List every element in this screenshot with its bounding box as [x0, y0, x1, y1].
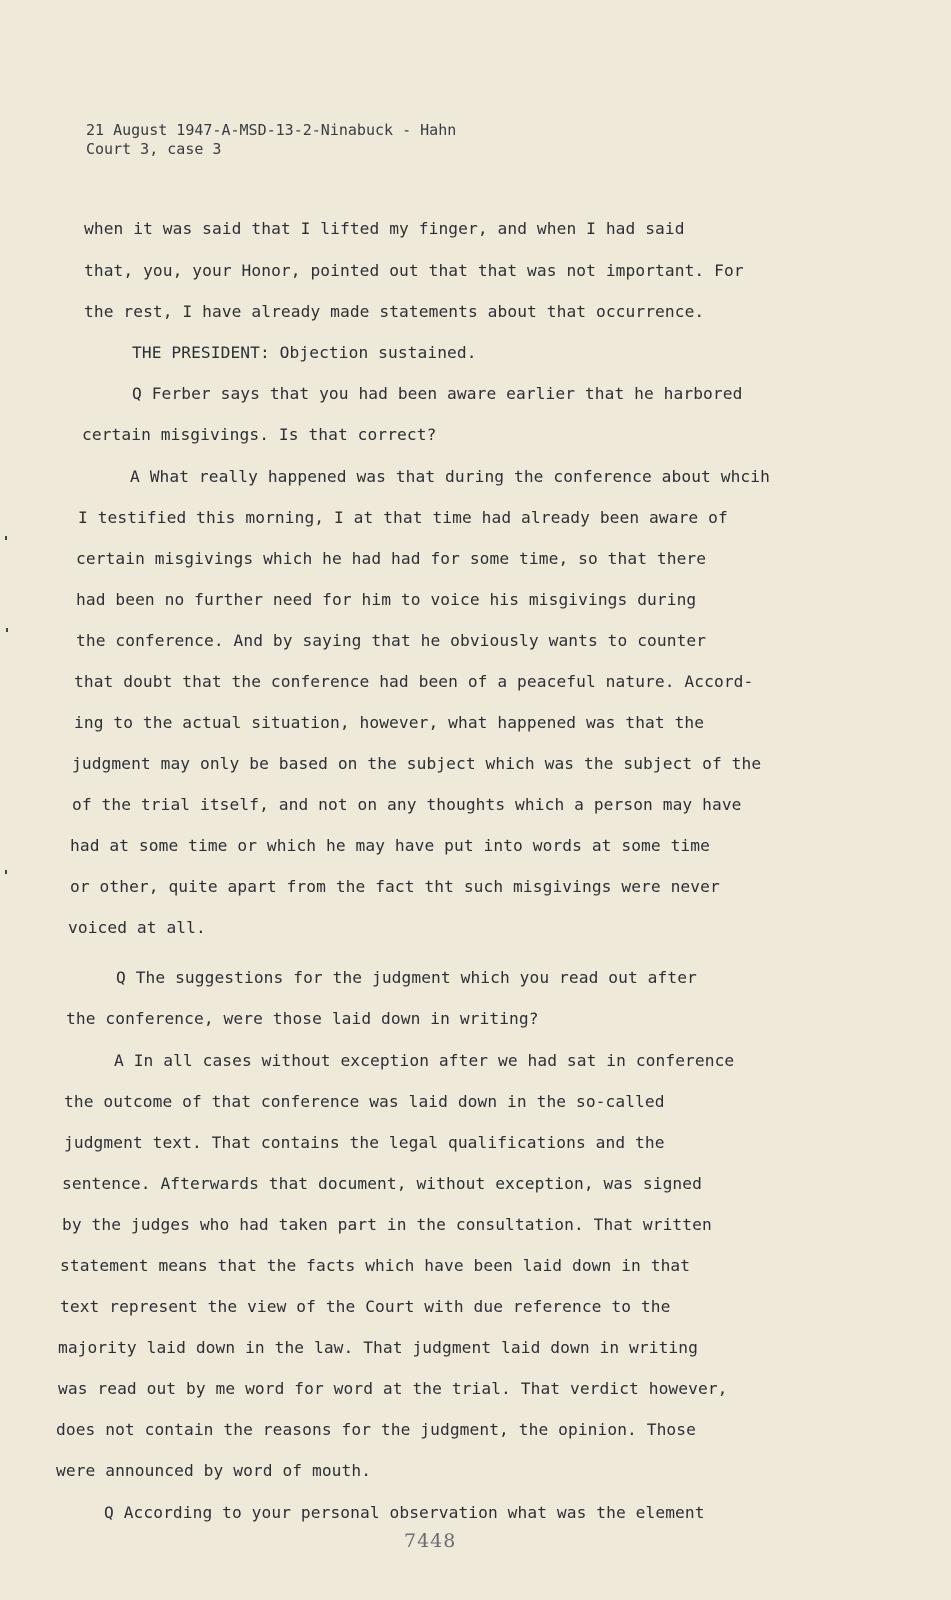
text-line: certain misgivings. Is that correct?: [82, 425, 437, 444]
text-line: the conference. And by saying that he obviously wants to counter: [76, 631, 707, 650]
text-line: judgment text. That contains the legal qualifications and the: [64, 1133, 665, 1152]
text-line: A In all cases without exception after we had sat in conference: [114, 1051, 735, 1070]
document-header: [86, 121, 456, 159]
text-line: text represent the view of the Court with due reference to the: [60, 1297, 671, 1316]
text-line: Q According to your personal observation what was the element: [104, 1503, 705, 1522]
text-line: I testified this morning, I at that time had already been aware of: [78, 508, 728, 527]
text-line: were announced by word of mouth.: [56, 1461, 372, 1480]
text-line: certain misgivings which he had had for some time, so that there: [76, 549, 707, 568]
text-line: by the judges who had taken part in the consultation. That written: [62, 1215, 712, 1234]
text-line: when it was said that I lifted my finger, and when I had said: [84, 219, 685, 238]
header-court-line: Court 3, case 3: [86, 140, 222, 158]
text-line: the conference, were those laid down in writing?: [66, 1009, 539, 1028]
text-line: that, you, your Honor, pointed out that that was not important. For: [84, 261, 744, 280]
text-line: judgment may only be based on the subject which was the subject of the: [72, 754, 762, 773]
text-line: was read out by me word for word at the trial. That verdict however,: [58, 1379, 728, 1398]
text-line: voiced at all.: [68, 918, 206, 937]
text-line: the outcome of that conference was laid down in the so-called: [64, 1092, 665, 1111]
margin-mark: [5, 870, 7, 874]
text-line: of the trial itself, and not on any thoughts which a person may have: [72, 795, 742, 814]
text-line: statement means that the facts which have been laid down in that: [60, 1256, 691, 1275]
text-line: ing to the actual situation, however, what happened was that the: [74, 713, 705, 732]
text-line: does not contain the reasons for the judgment, the opinion. Those: [56, 1420, 696, 1439]
text-line: majority laid down in the law. That judgment laid down in writing: [58, 1338, 698, 1357]
text-line: THE PRESIDENT: Objection sustained.: [132, 343, 477, 362]
margin-mark: [6, 628, 8, 632]
margin-mark: [5, 536, 7, 540]
header-date-line: 21 August 1947-A-MSD-13-2-Ninabuck - Hahn: [86, 121, 457, 139]
text-line: Q The suggestions for the judgment which you read out after: [116, 968, 697, 987]
text-line: had at some time or which he may have put into words at some time: [70, 836, 710, 855]
text-line: that doubt that the conference had been of a peaceful nature. Accord-: [74, 672, 754, 691]
text-line: A What really happened was that during the conference about whcih: [130, 467, 770, 486]
text-line: the rest, I have already made statements about that occurrence.: [84, 302, 705, 321]
text-line: sentence. Afterwards that document, without exception, was signed: [62, 1174, 702, 1193]
text-line: had been no further need for him to voice his misgivings during: [76, 590, 697, 609]
page-number: 7448: [404, 1530, 457, 1552]
text-line: Q Ferber says that you had been aware earlier that he harbored: [132, 384, 743, 403]
text-line: or other, quite apart from the fact tht such misgivings were never: [70, 877, 720, 896]
